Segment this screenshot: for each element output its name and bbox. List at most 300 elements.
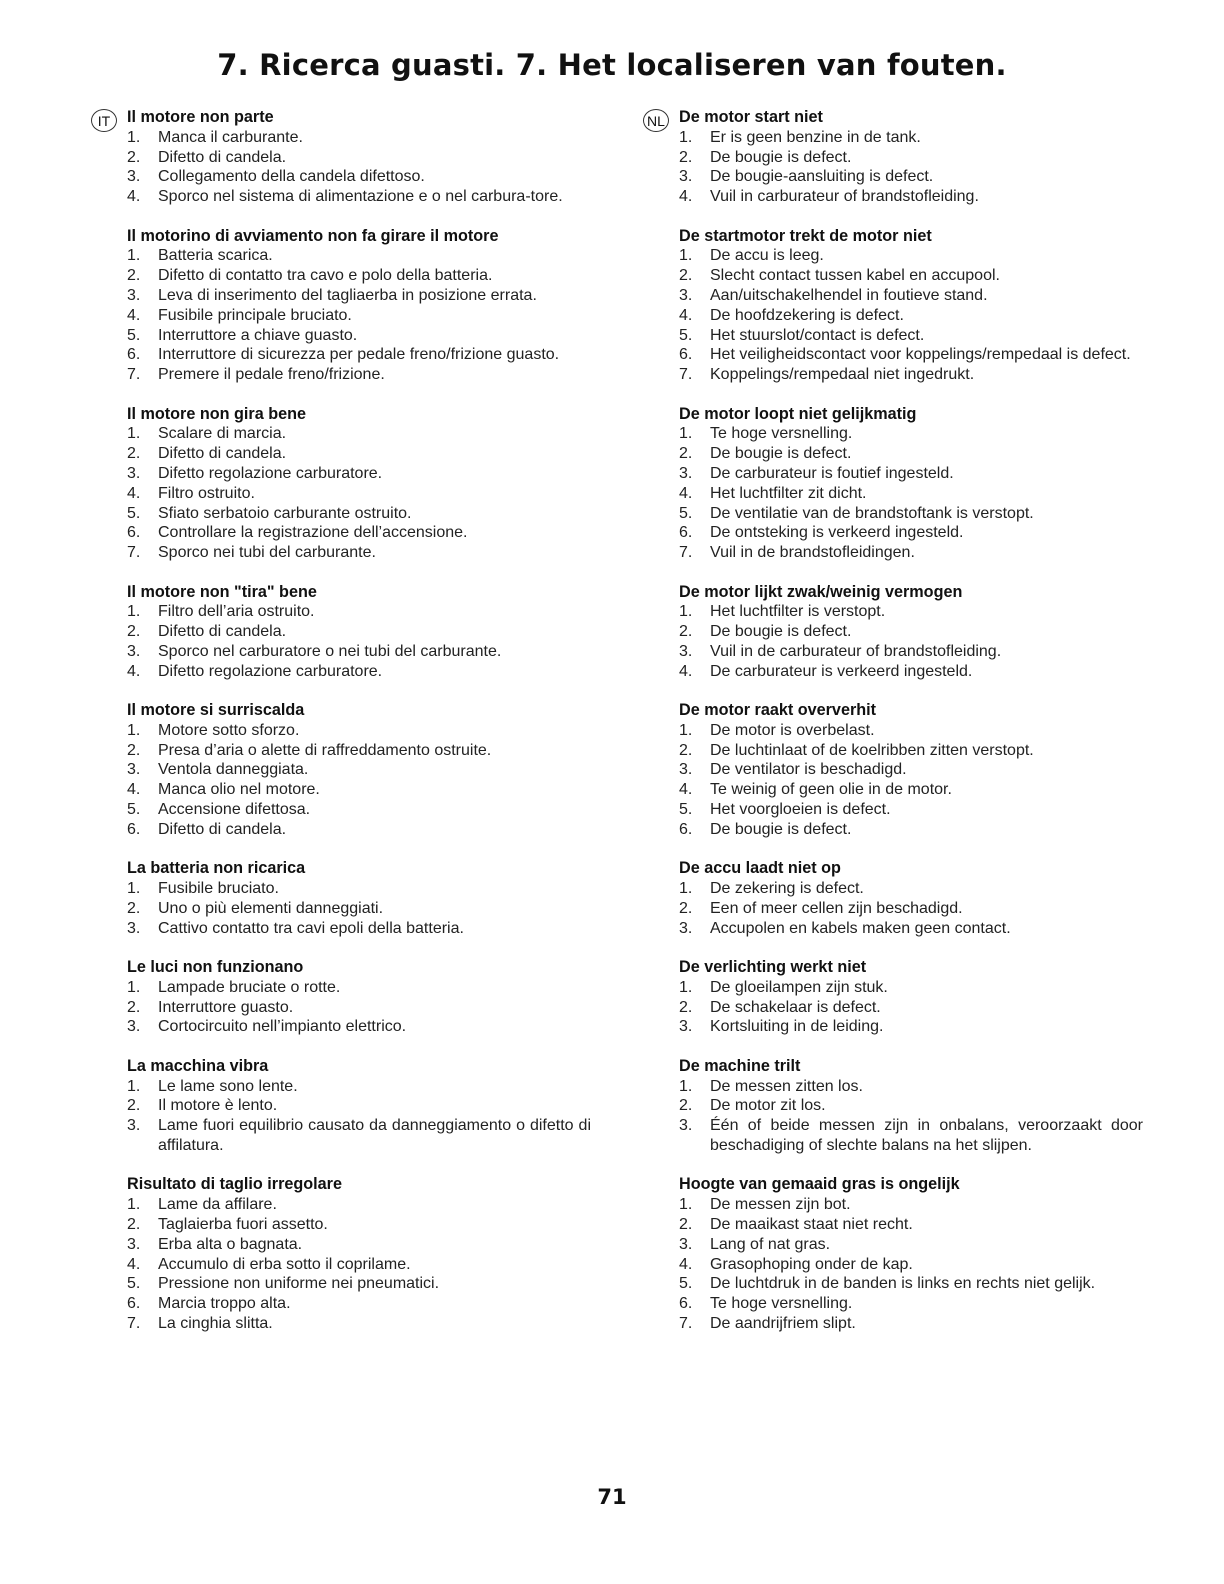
item-number: 4. <box>679 306 693 324</box>
item-text: Fusibile bruciato. <box>158 880 279 898</box>
item-number: 3. <box>127 168 141 186</box>
list-item <box>643 286 1143 306</box>
list-item <box>643 780 1143 800</box>
item-number: 2. <box>679 1216 693 1233</box>
section-heading-text: Le luci non funzionano <box>127 958 304 977</box>
list-item <box>643 1195 1143 1215</box>
list-item <box>91 1274 591 1294</box>
item-number: 5. <box>679 801 693 819</box>
list-item <box>91 128 591 148</box>
item-number: 2. <box>679 741 693 759</box>
troubleshooting-section <box>643 227 1143 385</box>
item-number: 1. <box>679 978 693 996</box>
list-item <box>643 543 1143 563</box>
item-text: Grasophoping onder de kap. <box>710 1255 913 1273</box>
item-text: Ventola danneggiata. <box>158 761 309 779</box>
troubleshooting-section <box>643 701 1143 840</box>
troubleshooting-section <box>91 108 591 207</box>
list-item <box>643 879 1143 899</box>
troubleshooting-section <box>643 1175 1143 1333</box>
list-item <box>91 760 591 780</box>
cause-list <box>643 1195 1143 1334</box>
item-number: 7. <box>679 544 693 562</box>
item-text: Één of beide messen zijn in onbalans, veroorzaakt door beschadiging of slechte balans na het slijpen. <box>710 1117 1143 1155</box>
item-text: Collegamento della candela difettoso. <box>158 168 425 186</box>
item-number: 4. <box>127 781 141 799</box>
page-title: 7. Ricerca guasti. 7. Het localiseren van fouten. <box>217 48 1007 82</box>
item-text: Difetto regolazione carburatore. <box>158 464 383 482</box>
item-number: 3. <box>679 642 693 660</box>
item-text: Aan/uitschakelhendel in foutieve stand. <box>710 286 988 304</box>
list-item <box>643 148 1143 168</box>
troubleshooting-section <box>643 859 1143 938</box>
list-item <box>643 1116 1143 1156</box>
troubleshooting-section <box>643 1057 1143 1156</box>
item-number: 3. <box>127 761 141 779</box>
item-text: Accupolen en kabels maken geen contact. <box>710 919 1011 937</box>
item-text: Er is geen benzine in de tank. <box>710 128 921 146</box>
item-number: 3. <box>679 761 693 779</box>
item-number: 6. <box>679 1295 693 1313</box>
list-item <box>643 741 1143 761</box>
list-item <box>91 345 591 365</box>
cause-list <box>643 128 1143 207</box>
item-text: De ontsteking is verkeerd ingesteld. <box>710 524 964 542</box>
list-item <box>643 326 1143 346</box>
item-number: 4. <box>679 781 693 799</box>
list-item <box>643 345 1143 365</box>
item-text: Controllare la registrazione dell’accensione. <box>158 524 468 542</box>
list-item <box>91 978 591 998</box>
item-text: Koppelings/rempedaal niet ingedrukt. <box>710 366 975 384</box>
section-heading <box>91 108 591 128</box>
list-item <box>91 1255 591 1275</box>
section-heading <box>91 958 591 978</box>
item-text: Het luchtfilter is verstopt. <box>710 603 886 621</box>
list-item <box>91 424 591 444</box>
section-heading-text: De motor loopt niet gelijkmatig <box>679 404 917 423</box>
item-text: Het veiligheidscontact voor koppelings/rempedaal is defect. <box>710 346 1131 364</box>
list-item <box>643 642 1143 662</box>
item-text: De schakelaar is defect. <box>710 998 881 1016</box>
list-item <box>91 780 591 800</box>
item-number: 3. <box>679 168 693 186</box>
section-heading-text: Hoogte van gemaaid gras is ongelijk <box>679 1175 960 1194</box>
cause-list <box>91 721 591 840</box>
item-number: 1. <box>127 978 141 996</box>
item-number: 4. <box>127 484 141 502</box>
list-item <box>643 1274 1143 1294</box>
section-heading-text: La batteria non ricarica <box>127 859 306 878</box>
list-item <box>643 424 1143 444</box>
list-item <box>91 246 591 266</box>
item-number: 1. <box>679 425 693 443</box>
list-item <box>643 899 1143 919</box>
item-number: 1. <box>679 128 693 146</box>
list-item <box>91 721 591 741</box>
list-item <box>643 484 1143 504</box>
list-item <box>91 919 591 939</box>
item-number: 7. <box>679 366 693 384</box>
item-text: Vuil in carburateur of brandstofleiding. <box>710 188 979 206</box>
item-text: De carburateur is verkeerd ingesteld. <box>710 662 973 680</box>
item-text: De bougie-aansluiting is defect. <box>710 168 934 186</box>
item-text: Kortsluiting in de leiding. <box>710 1018 884 1036</box>
item-number: 4. <box>679 1255 693 1273</box>
item-text: De luchtdruk in de banden is links en rechts niet gelijk. <box>710 1275 1096 1293</box>
page-number: 71 <box>597 1485 627 1509</box>
list-item <box>643 266 1143 286</box>
list-item <box>91 187 591 207</box>
list-item <box>643 820 1143 840</box>
list-item <box>643 128 1143 148</box>
troubleshooting-section <box>643 958 1143 1037</box>
item-text: Accumulo di erba sotto il coprilame. <box>158 1255 411 1273</box>
item-text: Fusibile principale bruciato. <box>158 306 352 324</box>
list-item <box>643 1096 1143 1116</box>
troubleshooting-section <box>91 701 591 840</box>
item-text: De bougie is defect. <box>710 445 852 463</box>
item-number: 4. <box>679 188 693 206</box>
list-item <box>91 1195 591 1215</box>
item-text: Slecht contact tussen kabel en accupool. <box>710 267 1000 285</box>
list-item <box>643 602 1143 622</box>
item-number: 2. <box>679 148 693 166</box>
list-item <box>643 622 1143 642</box>
item-number: 4. <box>127 306 141 324</box>
item-text: Accensione difettosa. <box>158 801 311 819</box>
list-item <box>91 1116 591 1156</box>
list-item <box>91 266 591 286</box>
item-number: 1. <box>127 247 141 265</box>
section-heading-text: De accu laadt niet op <box>679 859 841 878</box>
item-number: 1. <box>679 721 693 739</box>
list-item <box>643 187 1143 207</box>
list-item <box>91 1096 591 1116</box>
item-text: Filtro dell’aria ostruito. <box>158 603 315 621</box>
list-item <box>643 800 1143 820</box>
column-dutch <box>643 108 1143 1353</box>
item-number: 6. <box>127 346 141 364</box>
troubleshooting-section <box>91 859 591 938</box>
section-heading-text: La macchina vibra <box>127 1056 269 1075</box>
item-number: 1. <box>127 880 141 898</box>
item-text: Pressione non uniforme nei pneumatici. <box>158 1275 440 1293</box>
cause-list <box>643 246 1143 385</box>
section-heading-text: De startmotor trekt de motor niet <box>679 226 932 245</box>
section-heading <box>91 1057 591 1077</box>
list-item <box>643 246 1143 266</box>
item-text: De messen zijn bot. <box>710 1196 851 1214</box>
item-text: Difetto di candela. <box>158 820 287 838</box>
item-number: 2. <box>127 1216 141 1233</box>
item-number: 3. <box>679 1235 693 1253</box>
cause-list <box>643 721 1143 840</box>
cause-list <box>91 246 591 385</box>
section-heading-text: De machine trilt <box>679 1056 801 1075</box>
item-text: De carburateur is foutief ingesteld. <box>710 464 954 482</box>
list-item <box>91 464 591 484</box>
list-item <box>643 306 1143 326</box>
list-item <box>91 899 591 919</box>
item-text: Il motore è lento. <box>158 1097 278 1115</box>
item-text: Cattivo contatto tra cavi epoli della batteria. <box>158 919 464 937</box>
cause-list <box>643 879 1143 938</box>
item-text: Te weinig of geen olie in de motor. <box>710 781 952 799</box>
list-item <box>91 286 591 306</box>
item-number: 2. <box>127 1097 141 1115</box>
troubleshooting-section <box>643 405 1143 563</box>
item-number: 3. <box>679 464 693 482</box>
cause-list <box>643 602 1143 681</box>
item-number: 2. <box>127 899 141 917</box>
list-item <box>91 1215 591 1235</box>
section-heading <box>643 859 1143 879</box>
list-item <box>643 919 1143 939</box>
list-item <box>643 1314 1143 1334</box>
section-heading-text: De motor raakt oververhit <box>679 701 877 720</box>
item-text: De zekering is defect. <box>710 880 864 898</box>
item-number: 7. <box>127 1314 141 1332</box>
item-text: Lame da affilare. <box>158 1196 277 1214</box>
list-item <box>91 306 591 326</box>
item-text: Cortocircuito nell’impianto elettrico. <box>158 1018 407 1036</box>
list-item <box>91 1017 591 1037</box>
item-text: De bougie is defect. <box>710 623 852 641</box>
item-text: Het luchtfilter zit dicht. <box>710 484 867 502</box>
language-badge-icon: NL <box>643 109 669 132</box>
section-heading-text: Il motore non "tira" bene <box>127 582 317 601</box>
item-number: 2. <box>679 623 693 641</box>
item-text: Filtro ostruito. <box>158 484 255 502</box>
item-text: De gloeilampen zijn stuk. <box>710 978 888 996</box>
section-heading <box>91 227 591 247</box>
item-text: La cinghia slitta. <box>158 1314 273 1332</box>
item-number: 2. <box>679 998 693 1016</box>
item-number: 3. <box>127 1235 141 1253</box>
section-heading <box>91 859 591 879</box>
list-item <box>643 464 1143 484</box>
list-item <box>91 998 591 1018</box>
item-text: Interruttore guasto. <box>158 998 294 1016</box>
section-heading <box>91 405 591 425</box>
item-text: Het voorgloeien is defect. <box>710 801 891 819</box>
item-number: 6. <box>127 524 141 542</box>
cause-list <box>643 978 1143 1037</box>
cause-list <box>643 424 1143 563</box>
item-number: 7. <box>127 544 141 562</box>
item-text: Difetto di candela. <box>158 148 287 166</box>
item-text: Het stuurslot/contact is defect. <box>710 326 925 344</box>
item-number: 1. <box>679 247 693 265</box>
list-item <box>643 1255 1143 1275</box>
item-text: Te hoge versnelling. <box>710 1295 853 1313</box>
item-number: 4. <box>127 662 141 680</box>
item-text: Lampade bruciate o rotte. <box>158 978 341 996</box>
item-text: Te hoge versnelling. <box>710 425 853 443</box>
item-number: 6. <box>679 524 693 542</box>
list-item <box>643 1077 1143 1097</box>
item-text: De hoofdzekering is defect. <box>710 306 904 324</box>
list-item <box>91 1314 591 1334</box>
item-text: Erba alta o bagnata. <box>158 1235 303 1253</box>
item-text: Uno o più elementi danneggiati. <box>158 899 384 917</box>
list-item <box>91 820 591 840</box>
item-number: 1. <box>127 721 141 739</box>
section-heading-text: Risultato di taglio irregolare <box>127 1175 342 1194</box>
item-number: 2. <box>127 267 141 285</box>
item-text: Le lame sono lente. <box>158 1077 298 1095</box>
list-item <box>91 800 591 820</box>
item-number: 2. <box>679 899 693 917</box>
item-number: 1. <box>679 1196 693 1214</box>
item-number: 2. <box>127 741 141 759</box>
item-number: 1. <box>127 603 141 621</box>
item-text: Vuil in de carburateur of brandstofleiding. <box>710 642 1002 660</box>
item-number: 6. <box>127 1295 141 1313</box>
section-heading-text: De motor start niet <box>679 108 823 126</box>
cause-list <box>91 978 591 1037</box>
list-item <box>91 879 591 899</box>
item-text: De bougie is defect. <box>710 820 852 838</box>
item-text: Sfiato serbatoio carburante ostruito. <box>158 504 412 522</box>
section-heading <box>643 701 1143 721</box>
item-number: 2. <box>679 1097 693 1115</box>
troubleshooting-section <box>91 1057 591 1156</box>
list-item <box>643 998 1143 1018</box>
section-heading <box>643 583 1143 603</box>
section-heading <box>643 227 1143 247</box>
list-item <box>643 365 1143 385</box>
section-heading <box>91 701 591 721</box>
item-text: Batteria scarica. <box>158 247 273 265</box>
item-number: 5. <box>679 1275 693 1293</box>
list-item <box>643 167 1143 187</box>
item-number: 3. <box>127 919 141 937</box>
item-text: De luchtinlaat of de koelribben zitten verstopt. <box>710 741 1034 759</box>
item-number: 1. <box>127 1196 141 1214</box>
list-item <box>643 1294 1143 1314</box>
item-text: De aandrijfriem slipt. <box>710 1314 856 1332</box>
item-number: 5. <box>127 504 141 522</box>
item-text: De ventilatie van de brandstoftank is verstopt. <box>710 504 1034 522</box>
troubleshooting-section <box>91 958 591 1037</box>
item-text: De motor is overbelast. <box>710 721 875 739</box>
cause-list <box>91 602 591 681</box>
section-heading <box>643 405 1143 425</box>
item-text: De motor zit los. <box>710 1097 826 1115</box>
item-number: 3. <box>679 1018 693 1036</box>
item-number: 5. <box>679 504 693 522</box>
list-item <box>643 504 1143 524</box>
item-number: 5. <box>127 326 141 344</box>
list-item <box>91 484 591 504</box>
section-heading-text: Il motore non gira bene <box>127 404 306 423</box>
item-number: 7. <box>127 366 141 384</box>
list-item <box>91 622 591 642</box>
list-item <box>91 167 591 187</box>
list-item <box>643 523 1143 543</box>
item-text: Manca il carburante. <box>158 128 303 146</box>
item-number: 1. <box>127 425 141 443</box>
troubleshooting-section <box>91 227 591 385</box>
item-text: Presa d’aria o alette di raffreddamento ostruite. <box>158 741 492 759</box>
section-heading <box>643 958 1143 978</box>
item-number: 4. <box>127 188 141 206</box>
item-text: Taglaierba fuori assetto. <box>158 1216 328 1233</box>
list-item <box>91 504 591 524</box>
item-number: 6. <box>679 346 693 364</box>
item-number: 5. <box>127 1275 141 1293</box>
section-heading <box>643 108 1143 128</box>
list-item <box>91 662 591 682</box>
column-italian <box>91 108 591 1353</box>
list-item <box>91 1235 591 1255</box>
list-item <box>91 444 591 464</box>
list-item <box>643 978 1143 998</box>
list-item <box>91 326 591 346</box>
item-number: 1. <box>679 1077 693 1095</box>
item-text: Een of meer cellen zijn beschadigd. <box>710 899 963 917</box>
item-text: Premere il pedale freno/frizione. <box>158 366 385 384</box>
item-number: 1. <box>127 1077 141 1095</box>
item-text: De messen zitten los. <box>710 1077 863 1095</box>
list-item <box>91 148 591 168</box>
item-number: 2. <box>127 445 141 463</box>
item-text: De maaikast staat niet recht. <box>710 1216 913 1233</box>
list-item <box>91 365 591 385</box>
item-number: 4. <box>127 1255 141 1273</box>
item-number: 3. <box>679 919 693 937</box>
item-text: Difetto di contatto tra cavo e polo della batteria. <box>158 267 493 285</box>
section-heading <box>91 1175 591 1195</box>
list-item <box>91 741 591 761</box>
item-text: Sporco nel sistema di alimentazione e o nel carbura-tore. <box>158 188 563 206</box>
item-text: Interruttore a chiave guasto. <box>158 326 358 344</box>
item-number: 1. <box>127 128 141 146</box>
cause-list <box>91 1077 591 1156</box>
item-text: De accu is leeg. <box>710 247 824 265</box>
item-number: 2. <box>679 267 693 285</box>
section-heading-text: De verlichting werkt niet <box>679 958 867 977</box>
item-text: Difetto regolazione carburatore. <box>158 662 383 680</box>
item-number: 3. <box>127 1117 141 1135</box>
item-number: 2. <box>679 445 693 463</box>
list-item <box>91 1294 591 1314</box>
section-heading-text: De motor lijkt zwak/weinig vermogen <box>679 582 963 601</box>
troubleshooting-section <box>91 405 591 563</box>
item-number: 3. <box>127 642 141 660</box>
item-text: De ventilator is beschadigd. <box>710 761 907 779</box>
item-text: Manca olio nel motore. <box>158 781 320 799</box>
cause-list <box>643 1077 1143 1156</box>
item-number: 2. <box>127 998 141 1016</box>
item-text: Interruttore di sicurezza per pedale freno/frizione guasto. <box>158 346 560 364</box>
troubleshooting-section <box>91 583 591 682</box>
section-heading-text: Il motore si surriscalda <box>127 701 305 720</box>
item-number: 3. <box>679 1117 693 1135</box>
item-number: 2. <box>127 148 141 166</box>
section-heading <box>91 583 591 603</box>
section-heading <box>643 1175 1143 1195</box>
item-text: Lang of nat gras. <box>710 1235 831 1253</box>
troubleshooting-section <box>91 1175 591 1333</box>
list-item <box>91 543 591 563</box>
item-text: Sporco nel carburatore o nei tubi del carburante. <box>158 642 502 660</box>
list-item <box>643 1215 1143 1235</box>
list-item <box>643 444 1143 464</box>
item-number: 5. <box>127 801 141 819</box>
